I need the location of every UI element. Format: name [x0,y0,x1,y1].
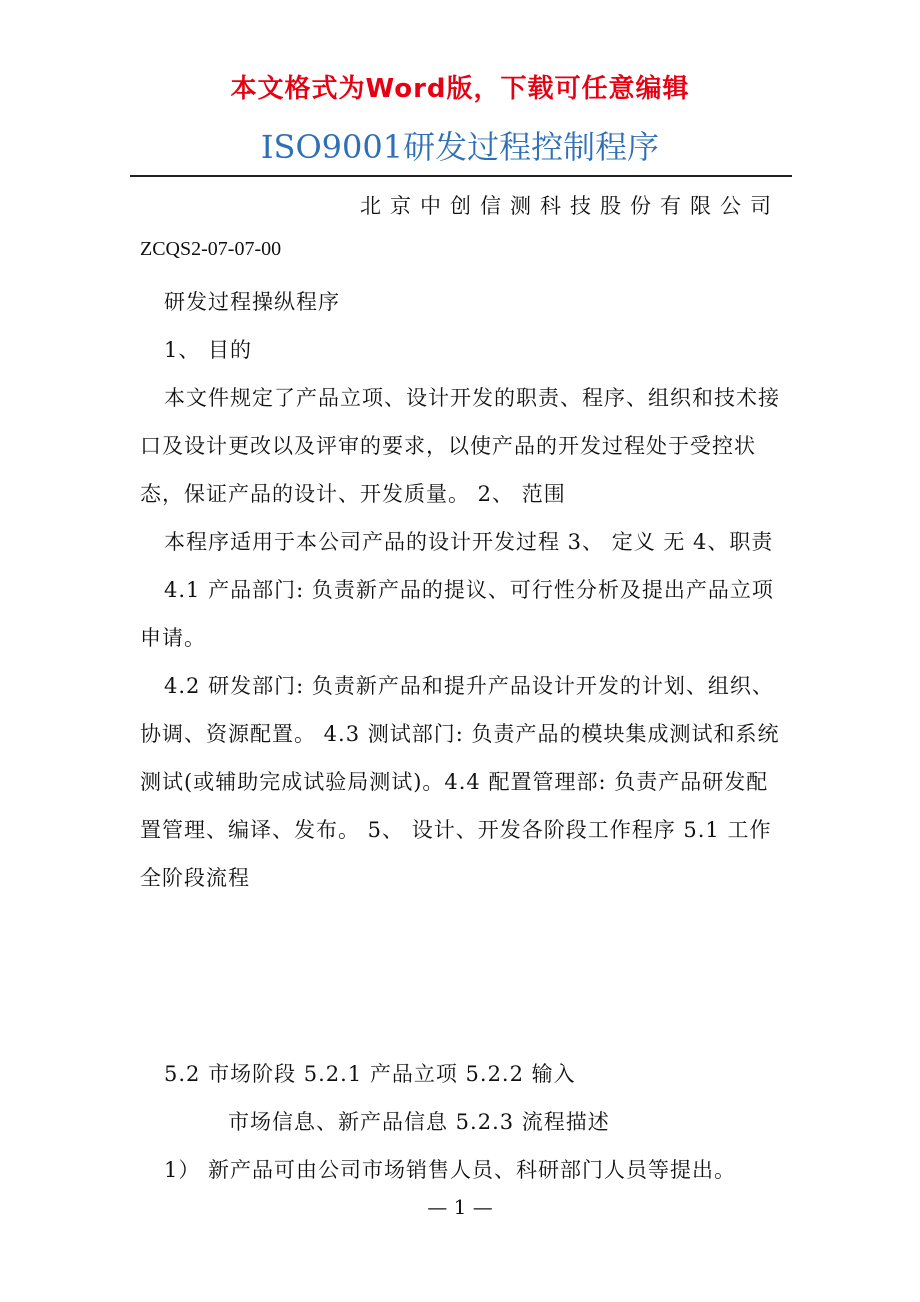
body-section [140,278,784,902]
line-step-1: 1） 新产品可由公司市场销售人员、科研部门人员等提出。 [164,1158,737,1182]
document-title: ISO9001研发过程控制程序 [260,128,660,166]
paragraph-purpose: 本文件规定了产品立项、设计开发的职责、程序、组织和技术接口及设计更改以及评审的要求，以使产品的开发过程处于受控状态，保证产品的设计、开发质量。 2、 范围 [140,386,780,506]
company-name: 北京中创信测科技股份有限公司 [360,194,780,218]
download-banner: 本文格式为Word版，下载可任意编辑 [230,74,690,104]
header-rule [130,175,792,177]
paragraph-scope: 本程序适用于本公司产品的设计开发过程 3、 定义 无 4、职责 [164,530,774,554]
line-market-stage: 5.2 市场阶段 5.2.1 产品立项 5.2.2 输入 [164,1062,576,1086]
paragraph-purpose-heading: 1、 目的 [164,338,253,362]
paragraph-rd-dept: 4.2 研发部门: 负责新产品和提升产品设计开发的计划、组织、协调、资源配置。 4.3 测试部门: 负责产品的模块集成测试和系统测试(或辅助完成试验局测试)。4.4 配置管理部: 负责产品研发配置管理、编译、发布。 5、 设计、开发各阶段工作程序 5.1 工作全阶段流程 [140,674,780,890]
paragraph-heading: 研发过程操纵程序 [164,290,340,314]
document-code: ZCQS2-07-07-00 [140,238,282,260]
paragraph-product-dept: 4.1 产品部门: 负责新产品的提议、可行性分析及提出产品立项申请。 [140,578,774,650]
line-market-info: 市场信息、新产品信息 5.2.3 流程描述 [228,1110,610,1134]
page-number: — 1 — [427,1195,493,1219]
lower-section [140,1050,784,1194]
